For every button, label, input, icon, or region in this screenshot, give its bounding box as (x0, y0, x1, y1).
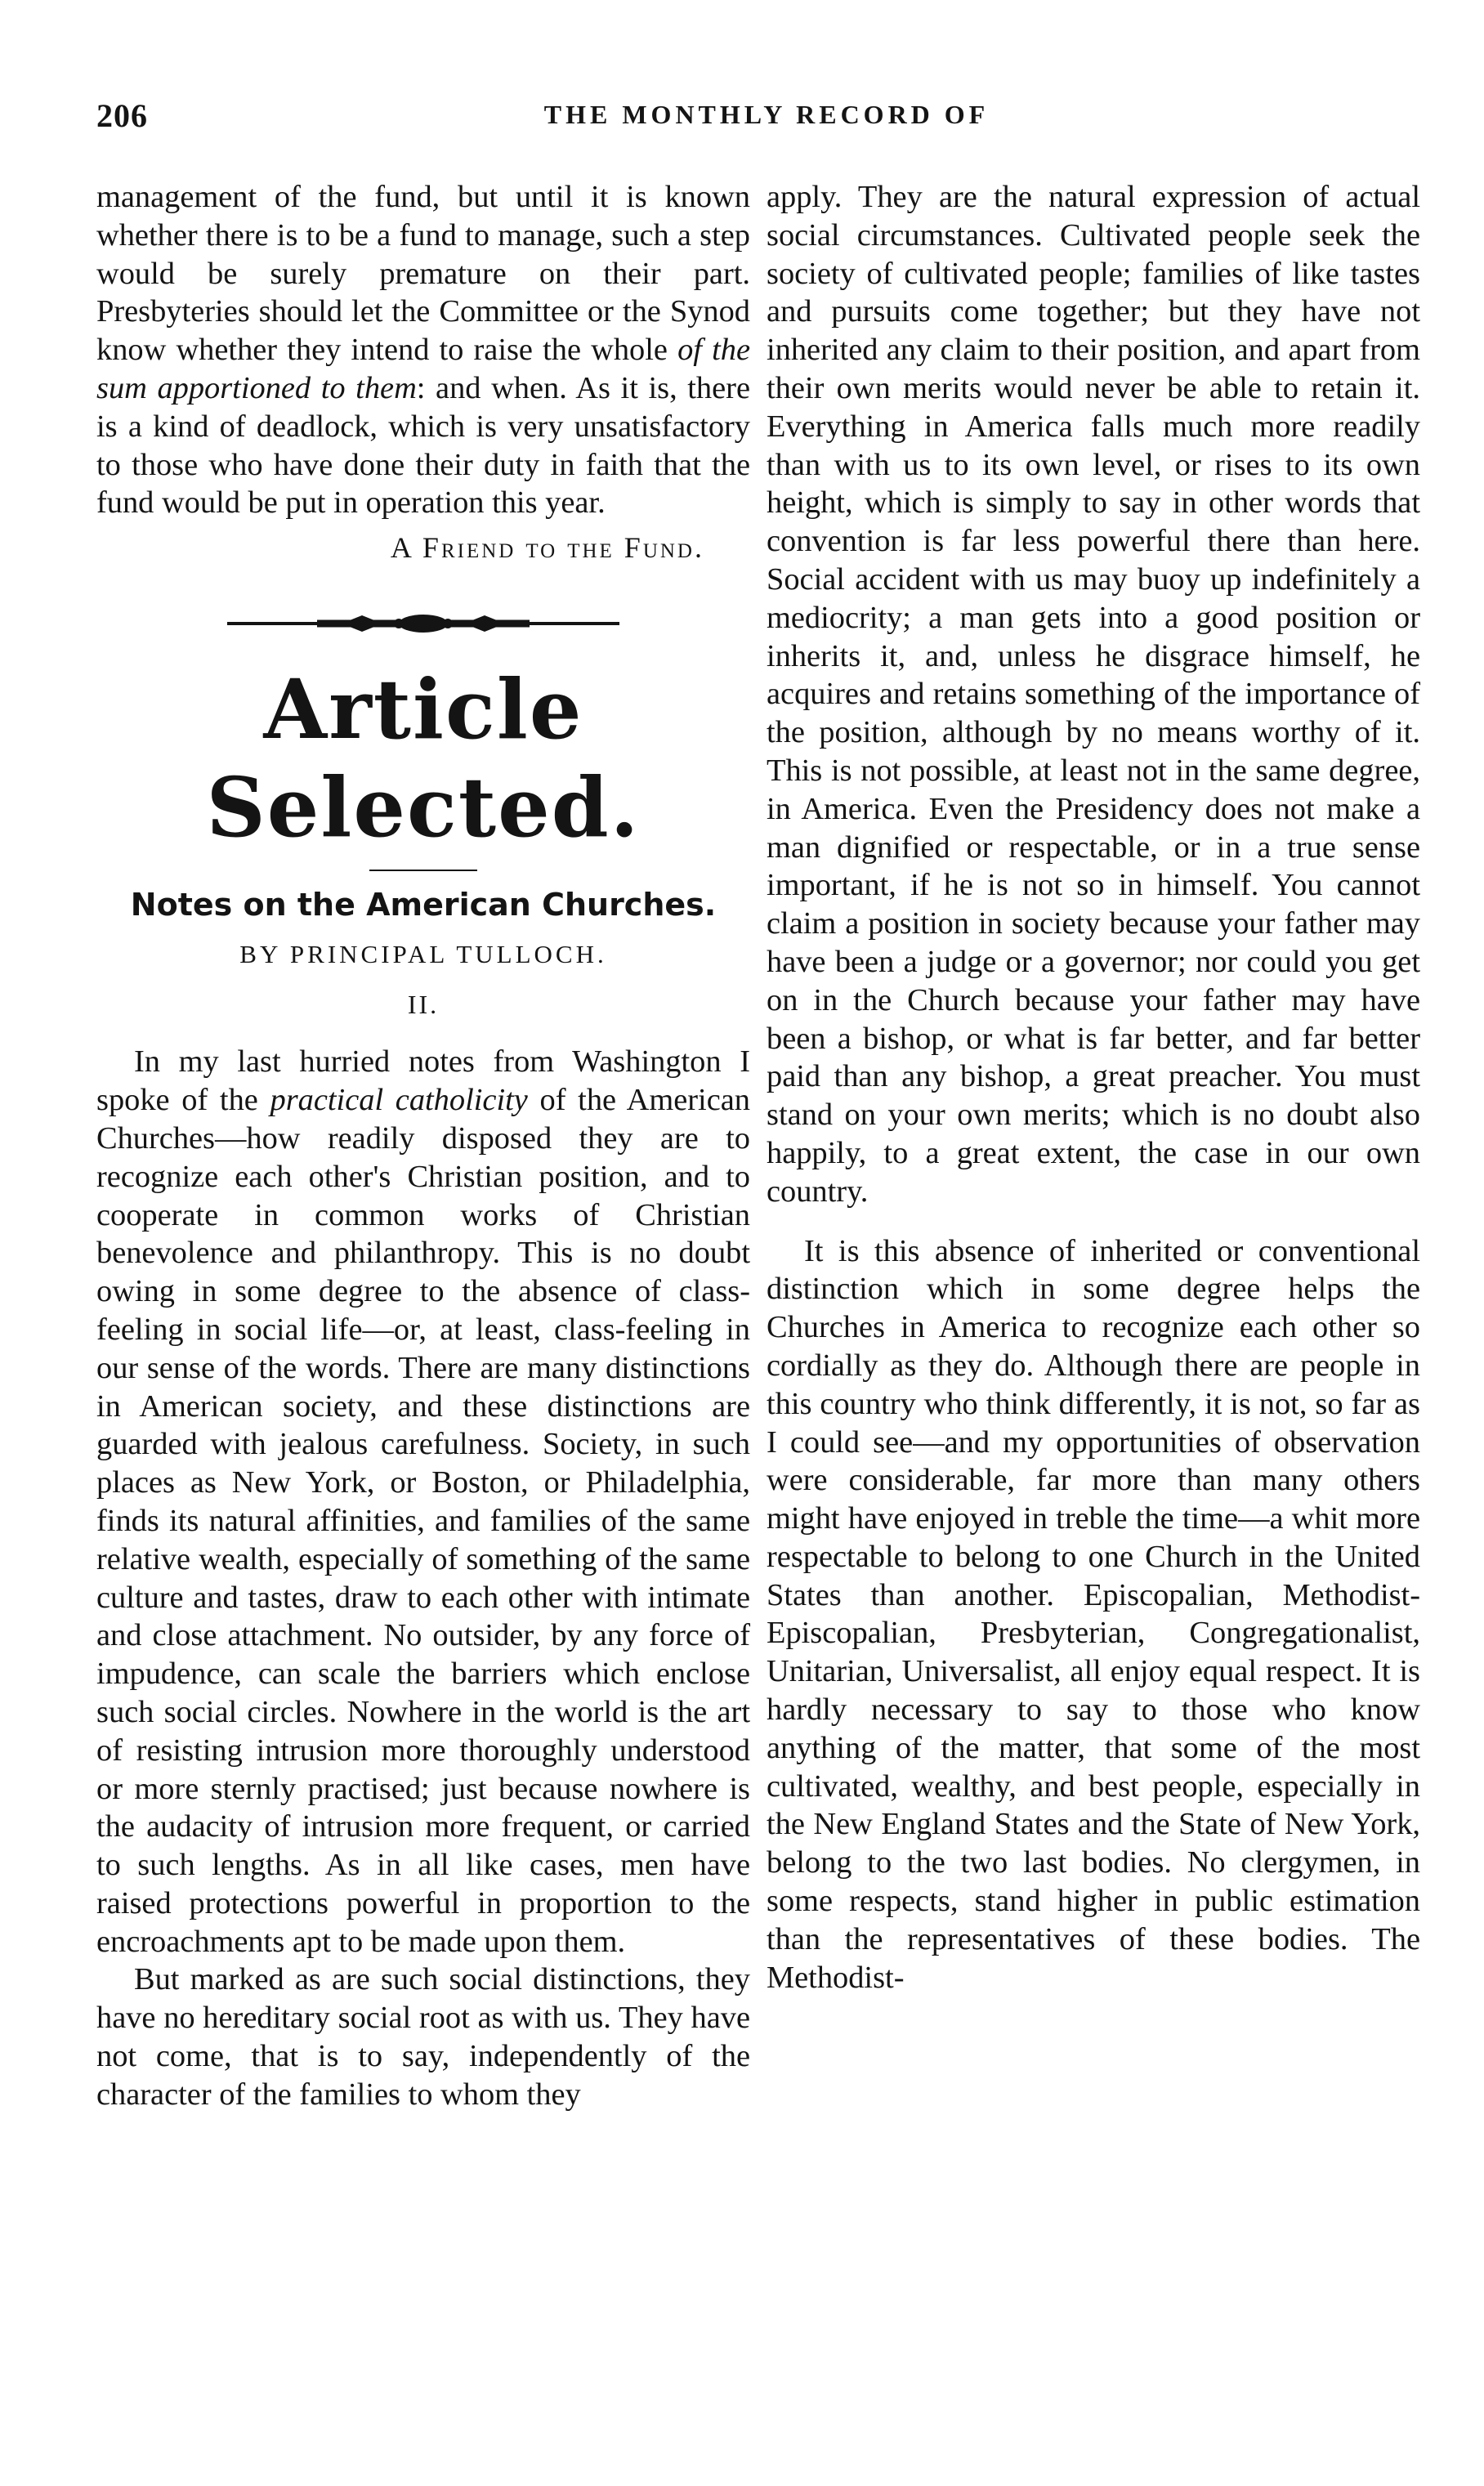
article-byline: BY PRINCIPAL TULLOCH. (239, 939, 607, 968)
paragraph-text: In my last hurried notes from Washington I spoke of the (96, 1044, 750, 1118)
paragraph-text: of the American Churches—how readily disposed they are to recognize each other's Christian position, and to cooperate in common works of Christian benevolence and philanthropy. This is no doubt owing in some degree to the absence of class-feeling in social life—or, at least, class-feeling in our sense of the words. There are many distinctions in American society, and these distinctions are guarded with jealous carefulness. Society, in such places as New York, or Boston, or Philadelphia, finds its natural affinities, and families of the same relative wealth, especially of something of the same culture and tastes, draw to each other with intimate and close attachment. No outsider, by any force of impudence, can scale the barriers which enclose such social circles. Nowhere in the world is the art of resisting intrusion more thoroughly understood or more sternly practised; just because nowhere is the audacity of intrusion more frequent, or carried to such lengths. As in all like cases, men have raised protections powerful in proportion to the encroachments apt to be made upon them. (96, 1083, 750, 1959)
article-paragraph-1 (96, 1043, 750, 1961)
article-paragraph-3: apply. They are the natural expression of actual social circumstances. Cultivated people seek the society of cultivated people; families of like tastes and pursuits come together; but they have not inherited any claim to their position, and apart from their own merits would never be able to retain it. Everything in America falls much more readily than with us to its own level, or rises to its own height, which is simply to say in other words that convention is far less powerful there than here. Social accident with us may buoy up indefinitely a mediocrity; a man gets into a good position or inherits it, and, unless he disgrace himself, he acquires and retains something of the importance of the position, although by no means worthy of it. This is not possible, at least not in the same degree, in America. Even the Presidency does not make a man dignified or respectable, or in a true sense important, if he is not so in himself. You cannot claim a position in society because your father may have been a judge or a governor; nor could you get on in the Church because your father may have been a bishop, or what is far better, and far better paid than any bishop, a great preacher. You must stand on your own merits; which is no doubt also happily, to a great extent, the case in our own country. (767, 180, 1420, 1209)
letter-text: management of the fund, but until it is known whether there is to be a fund to manage, such a step would be surely premature on their part. Presbyteries should let the Committee or the Synod know whether they intend to raise the whole (96, 180, 750, 368)
article-paragraph-4: It is this absence of inherited or conventional distinction which in some degree helps the Churches in America to recognize each other so cordially as they do. Although there are people in this country who think differently, it is not, so far as I could see—and my opportunities of observation were considerable, far more than many others might have enjoyed in treble the time—a whit more respectable to belong to one Church in the United States than another. Episcopalian, Methodist-Episcopalian, Presbyterian, Congregationalist, Unitarian, Universalist, all enjoy equal respect. It is hardly necessary to say to those who know anything of the matter, that some of the most cultivated, wealthy, and best people, especially in the New England States and the State of New York, belong to the two last bodies. No clergymen, in some respects, stand higher in public estimation than the representatives of these bodies. The Methodist- (767, 1233, 1420, 1995)
letter-text-end: : and when. As it is, there is a kind of deadlock, which is very unsatisfactory to those who have done their duty in faith that the fund would be put in operation this year. (96, 370, 750, 521)
page-header (96, 96, 1437, 145)
emphasis-text: practical catholicity (270, 1083, 528, 1118)
right-column (767, 178, 1420, 1996)
part-number: II. (407, 989, 440, 1019)
ornament-divider (194, 611, 652, 636)
page-number: 206 (96, 97, 148, 134)
heading-rule (369, 870, 477, 871)
left-column (96, 178, 750, 2114)
letter-signature: A Friend to the Fund. (390, 531, 704, 565)
paragraph-gap (767, 1211, 1420, 1232)
section-heading: Article Selected. (206, 660, 641, 856)
article-paragraph-2: But marked as are such social distinctions, they have no hereditary social root as with us. They have not come, that is to say, independently of the character of the families to whom they (96, 1962, 750, 2112)
letter-emphasis: of the sum apportioned to them (96, 333, 750, 405)
running-head: THE MONTHLY RECORD OF (543, 100, 990, 129)
article-title: Notes on the American Churches. (130, 886, 717, 923)
letter-continuation (96, 178, 750, 522)
